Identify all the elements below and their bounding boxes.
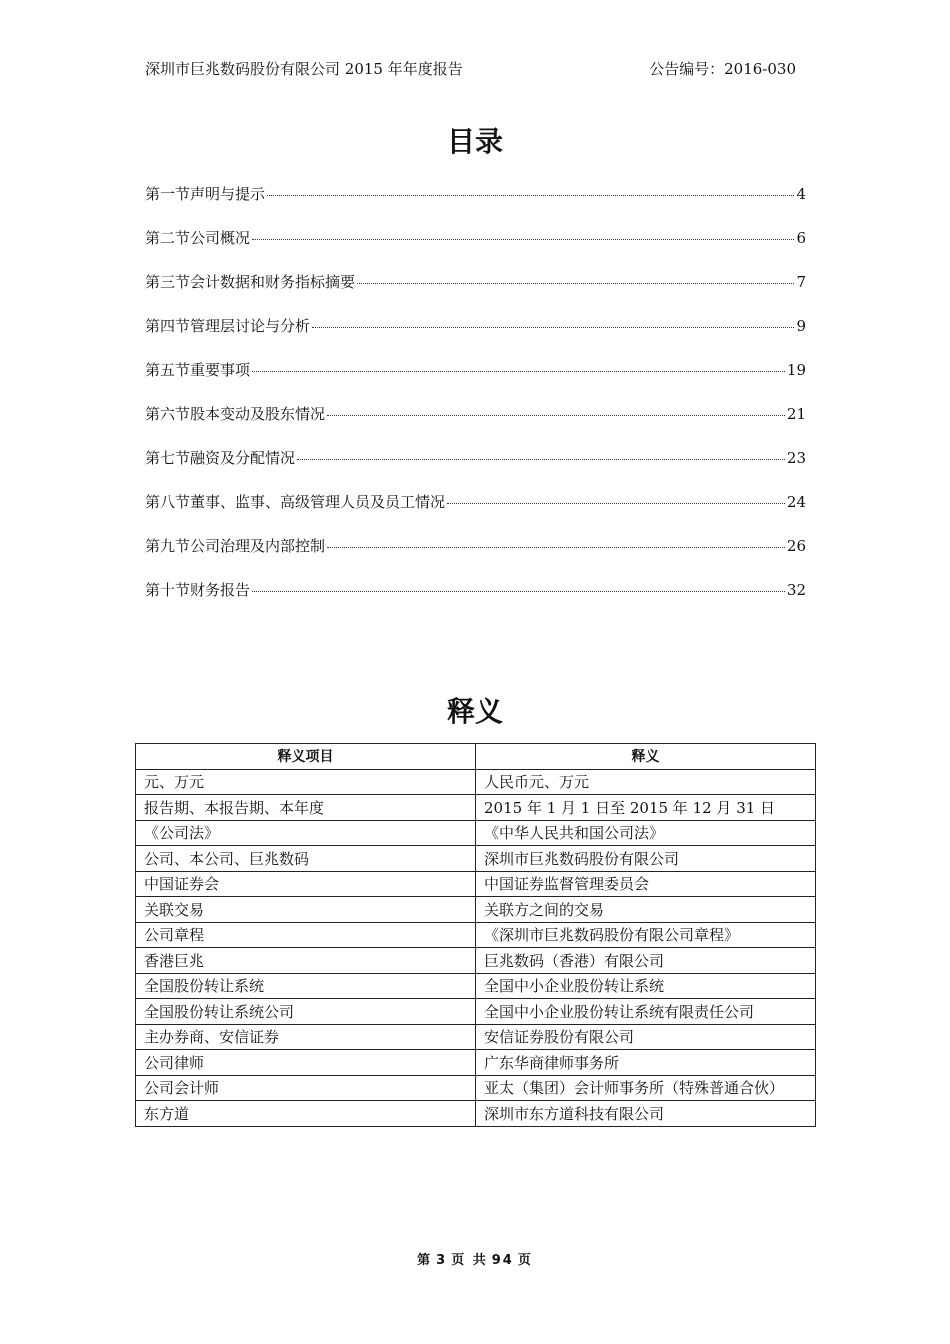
definition-meaning: 深圳市东方道科技有限公司 bbox=[476, 1101, 816, 1127]
definition-term: 香港巨兆 bbox=[136, 948, 476, 974]
definition-term: 中国证券会 bbox=[136, 871, 476, 897]
definitions-header-term: 释义项目 bbox=[136, 744, 476, 770]
toc-item-page: 19 bbox=[786, 361, 806, 379]
definition-meaning: 人民币元、万元 bbox=[476, 769, 816, 795]
toc-item-page: 6 bbox=[796, 229, 806, 247]
toc-item-page: 23 bbox=[786, 449, 806, 467]
definition-meaning: 巨兆数码（香港）有限公司 bbox=[476, 948, 816, 974]
toc-item-label: 第十节财务报告 bbox=[145, 581, 251, 599]
toc-item-label: 第五节重要事项 bbox=[145, 361, 251, 379]
toc-leader-dots bbox=[312, 327, 794, 328]
toc-item[interactable] bbox=[145, 579, 806, 623]
table-row bbox=[136, 1050, 816, 1076]
toc-item-label: 第一节声明与提示 bbox=[145, 185, 266, 203]
toc-item-page: 32 bbox=[786, 581, 806, 599]
table-row bbox=[136, 1024, 816, 1050]
toc-item-label: 第二节公司概况 bbox=[145, 229, 251, 247]
definitions-header-row bbox=[136, 744, 816, 770]
footer-suffix: 页 bbox=[517, 1253, 533, 1268]
toc-item[interactable] bbox=[145, 535, 806, 579]
toc-item[interactable] bbox=[145, 315, 806, 359]
toc-item-page: 21 bbox=[786, 405, 806, 423]
definition-term: 公司律师 bbox=[136, 1050, 476, 1076]
definition-term: 东方道 bbox=[136, 1101, 476, 1127]
toc-item[interactable] bbox=[145, 491, 806, 535]
toc-item-page: 24 bbox=[786, 493, 806, 511]
definition-meaning: 中国证券监督管理委员会 bbox=[476, 871, 816, 897]
toc-leader-dots bbox=[297, 459, 785, 460]
table-row bbox=[136, 769, 816, 795]
definitions-table bbox=[135, 743, 816, 1127]
definitions-header-meaning: 释义 bbox=[476, 744, 816, 770]
table-row bbox=[136, 973, 816, 999]
table-row bbox=[136, 795, 816, 821]
definitions-title: 释义 bbox=[446, 695, 503, 728]
definition-meaning: 亚太（集团）会计师事务所（特殊普通合伙） bbox=[476, 1075, 816, 1101]
toc-leader-dots bbox=[327, 547, 785, 548]
toc-item-page: 9 bbox=[796, 317, 806, 335]
definition-meaning: 深圳市巨兆数码股份有限公司 bbox=[476, 846, 816, 872]
definition-meaning: 广东华商律师事务所 bbox=[476, 1050, 816, 1076]
toc-leader-dots bbox=[327, 415, 785, 416]
definition-term: 全国股份转让系统 bbox=[136, 973, 476, 999]
definition-term: 公司章程 bbox=[136, 922, 476, 948]
toc-leader-dots bbox=[267, 195, 794, 196]
table-row bbox=[136, 820, 816, 846]
footer-total-pages: 94 bbox=[491, 1253, 514, 1268]
header-report-title: 深圳市巨兆数码股份有限公司 2015 年年度报告 bbox=[145, 60, 463, 78]
footer-middle: 页 共 bbox=[451, 1253, 488, 1268]
definition-term: 《公司法》 bbox=[136, 820, 476, 846]
toc-leader-dots bbox=[447, 503, 785, 504]
page-footer bbox=[0, 1249, 950, 1268]
footer-page-number: 3 bbox=[436, 1253, 448, 1268]
definition-term: 报告期、本报告期、本年度 bbox=[136, 795, 476, 821]
table-row bbox=[136, 948, 816, 974]
toc-leader-dots bbox=[252, 371, 785, 372]
toc-item[interactable] bbox=[145, 227, 806, 271]
toc-title: 目录 bbox=[446, 125, 503, 158]
toc-leader-dots bbox=[357, 283, 794, 284]
toc-item[interactable] bbox=[145, 271, 806, 315]
footer-prefix: 第 bbox=[417, 1253, 433, 1268]
table-row bbox=[136, 999, 816, 1025]
toc-item[interactable] bbox=[145, 183, 806, 227]
table-row bbox=[136, 922, 816, 948]
definition-meaning: 全国中小企业股份转让系统有限责任公司 bbox=[476, 999, 816, 1025]
definition-meaning: 《深圳市巨兆数码股份有限公司章程》 bbox=[476, 922, 816, 948]
toc-item-page: 26 bbox=[786, 537, 806, 555]
table-row bbox=[136, 1075, 816, 1101]
definition-meaning: 《中华人民共和国公司法》 bbox=[476, 820, 816, 846]
table-row bbox=[136, 1101, 816, 1127]
definition-term: 公司、本公司、巨兆数码 bbox=[136, 846, 476, 872]
toc-leader-dots bbox=[252, 591, 785, 592]
definition-meaning: 关联方之间的交易 bbox=[476, 897, 816, 923]
header-announcement-number: 公告编号：2016-030 bbox=[649, 60, 796, 78]
table-row bbox=[136, 897, 816, 923]
toc-leader-dots bbox=[252, 239, 794, 240]
table-of-contents bbox=[145, 183, 806, 623]
toc-item-label: 第七节融资及分配情况 bbox=[145, 449, 296, 467]
toc-item-label: 第三节会计数据和财务指标摘要 bbox=[145, 273, 356, 291]
toc-item[interactable] bbox=[145, 403, 806, 447]
toc-item-label: 第六节股本变动及股东情况 bbox=[145, 405, 326, 423]
definition-term: 元、万元 bbox=[136, 769, 476, 795]
toc-item[interactable] bbox=[145, 359, 806, 403]
definition-meaning: 全国中小企业股份转让系统 bbox=[476, 973, 816, 999]
definition-meaning: 2015 年 1 月 1 日至 2015 年 12 月 31 日 bbox=[476, 795, 816, 821]
toc-item-page: 4 bbox=[796, 185, 806, 203]
table-row bbox=[136, 871, 816, 897]
toc-item[interactable] bbox=[145, 447, 806, 491]
toc-item-label: 第八节董事、监事、高级管理人员及员工情况 bbox=[145, 493, 446, 511]
definition-meaning: 安信证券股份有限公司 bbox=[476, 1024, 816, 1050]
toc-item-page: 7 bbox=[796, 273, 806, 291]
toc-item-label: 第四节管理层讨论与分析 bbox=[145, 317, 311, 335]
definition-term: 关联交易 bbox=[136, 897, 476, 923]
definition-term: 公司会计师 bbox=[136, 1075, 476, 1101]
definition-term: 主办券商、安信证券 bbox=[136, 1024, 476, 1050]
definition-term: 全国股份转让系统公司 bbox=[136, 999, 476, 1025]
toc-item-label: 第九节公司治理及内部控制 bbox=[145, 537, 326, 555]
table-row bbox=[136, 846, 816, 872]
